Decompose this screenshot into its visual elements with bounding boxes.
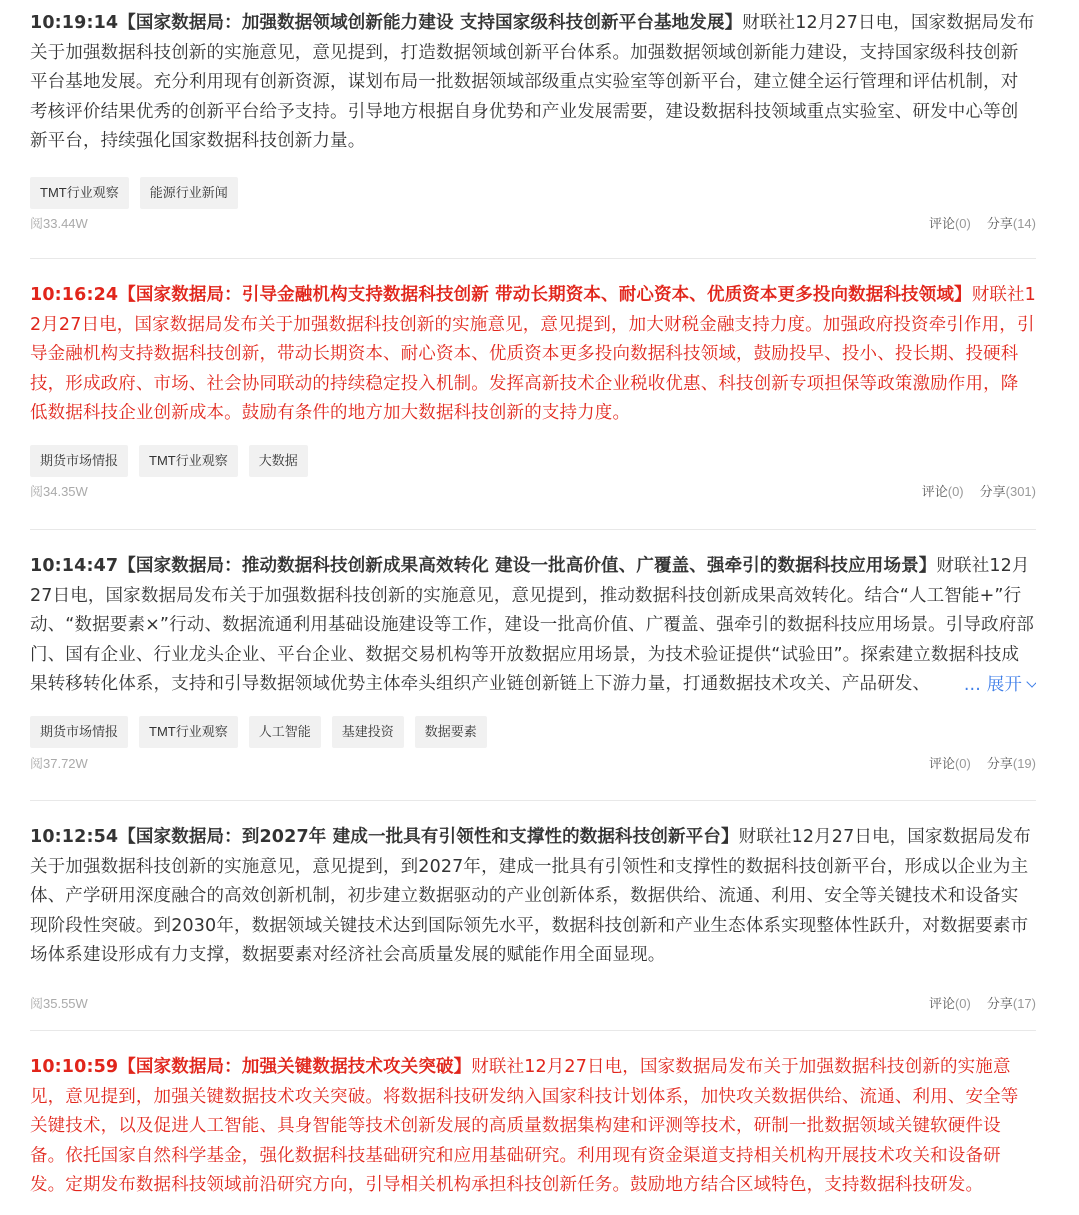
tag[interactable]: 人工智能 bbox=[249, 716, 321, 748]
news-time: 10:14:47 bbox=[30, 556, 119, 576]
read-count: 阅34.35W bbox=[30, 484, 88, 499]
share-button[interactable]: 分享(14) bbox=[986, 216, 1036, 231]
news-body bbox=[30, 281, 1036, 429]
comment-count: (0) bbox=[954, 216, 971, 231]
news-title[interactable]: 【国家数据局：加强关键数据技术攻关突破】 bbox=[118, 1057, 472, 1077]
comment-button[interactable]: 评论(0) bbox=[928, 755, 971, 771]
news-content: 财联社12月27日电，国家数据局发布关于加强数据科技创新的实施意见，意见提到，到2027年，建成一批具有引领性和支撑性的数据科技创新平台，形成以企业为主体、产学研用深度融合的高效创新机制，初步建立数据驱动的产业创新体系，数据供给、流通、利用、安全等关键技术和设备实现阶段性突破。到2030年，数据领域关键技术达到国际领先水平，数据科技创新和产业生态体系实现整体性跃升，对数据要素市场体系建设形成有力支撑，数据要素对经济社会高质量发展的赋能作用全面显现。 bbox=[30, 827, 1031, 965]
news-time: 10:19:14 bbox=[30, 13, 119, 33]
news-body bbox=[30, 823, 1036, 971]
news-meta bbox=[30, 213, 1036, 233]
news-content: 财联社12月27日电，国家数据局发布关于加强数据科技创新的实施意见，意见提到，加大财税金融支持力度。加强政府投资牵引作用，引导金融机构支持数据科技创新，带动长期资本、耐心资本、优质资本更多投向数据科技领域，鼓励投早、投小、投长期、投硬科技，形成政府、市场、社会协同联动的持续稳定投入机制。发挥高新技术企业税收优惠、科技创新专项担保等政策激励作用，降低数据科技企业创新成本。鼓励有条件的地方加大数据科技创新的支持力度。 bbox=[30, 285, 1036, 423]
news-time: 10:12:54 bbox=[30, 827, 119, 847]
news-item bbox=[30, 1031, 1036, 1201]
tag[interactable]: 基建投资 bbox=[332, 716, 404, 748]
share-count: (14) bbox=[1012, 216, 1036, 231]
news-title[interactable]: 【国家数据局：引导金融机构支持数据科技创新 带动长期资本、耐心资本、优质资本更多投向数据科技领域】 bbox=[118, 285, 972, 305]
news-meta bbox=[30, 993, 1036, 1013]
tag[interactable]: 大数据 bbox=[249, 445, 308, 477]
telegraph-feed bbox=[30, 0, 1036, 1201]
tag[interactable]: TMT行业观察 bbox=[139, 445, 238, 477]
chevron-down-icon bbox=[1026, 676, 1036, 687]
expand-button[interactable]: ... 展开 bbox=[960, 671, 1036, 701]
news-title[interactable]: 【国家数据局：推动数据科技创新成果高效转化 建设一批高价值、广覆盖、强牵引的数据科技应用场景】 bbox=[118, 556, 937, 576]
news-item bbox=[30, 0, 1036, 259]
read-count: 阅33.44W bbox=[30, 216, 88, 231]
comment-count: (0) bbox=[947, 484, 964, 499]
comment-count: (0) bbox=[954, 996, 971, 1011]
comment-button[interactable]: 评论(0) bbox=[928, 996, 971, 1011]
news-title[interactable]: 【国家数据局：到2027年 建成一批具有引领性和支撑性的数据科技创新平台】 bbox=[118, 827, 739, 847]
news-time: 10:10:59 bbox=[30, 1057, 119, 1077]
news-meta bbox=[30, 752, 1036, 772]
news-time: 10:16:24 bbox=[30, 285, 119, 305]
read-count: 阅35.55W bbox=[30, 996, 88, 1011]
tag-list bbox=[30, 716, 1036, 748]
comment-count: (0) bbox=[954, 755, 971, 771]
share-button[interactable]: 分享(301) bbox=[979, 484, 1036, 499]
news-body bbox=[30, 1053, 1036, 1201]
tag[interactable]: 期货市场情报 bbox=[30, 445, 128, 477]
news-body bbox=[30, 552, 1036, 700]
news-content: 财联社12月27日电，国家数据局发布关于加强数据科技创新的实施意见，意见提到，加强关键数据技术攻关突破。将数据科技研发纳入国家科技计划体系，加快攻关数据供给、流通、利用、安全等关键技术，以及促进人工智能、具身智能等技术创新发展的高质量数据集构建和评测等技术，研制一批数据领域关键软硬件设备。依托国家自然科学基金，强化数据科技基础研究和应用基础研究。利用现有资金渠道支持相关机构开展技术攻关和设备研发。定期发布数据科技领域前沿研究方向，引导相关机构承担科技创新任务。鼓励地方结合区域特色，支持数据科技研发。 bbox=[30, 1057, 1019, 1195]
tag-list bbox=[30, 177, 1036, 209]
news-meta bbox=[30, 481, 1036, 501]
comment-button[interactable]: 评论(0) bbox=[928, 216, 971, 231]
share-count: (301) bbox=[1005, 484, 1036, 499]
news-item bbox=[30, 530, 1036, 801]
news-title[interactable]: 【国家数据局：加强数据领域创新能力建设 支持国家级科技创新平台基地发展】 bbox=[118, 13, 743, 33]
share-count: (19) bbox=[1012, 755, 1036, 771]
share-count: (17) bbox=[1012, 996, 1036, 1011]
tag[interactable]: 数据要素 bbox=[415, 716, 487, 748]
news-body bbox=[30, 9, 1036, 157]
share-button[interactable]: 分享(17) bbox=[986, 996, 1036, 1011]
news-item bbox=[30, 801, 1036, 1031]
news-content: 财联社12月27日电，国家数据局发布关于加强数据科技创新的实施意见，意见提到，打造数据领域创新平台体系。加强数据领域创新能力建设，支持国家级科技创新平台基地发展。充分利用现有创新资源，谋划布局一批数据领域部级重点实验室等创新平台，建立健全运行管理和评估机制，对考核评价结果优秀的创新平台给予支持。引导地方根据自身优势和产业发展需要，建设数据科技领域重点实验室、研发中心等创新平台，持续强化国家数据科技创新力量。 bbox=[30, 13, 1035, 151]
tag[interactable]: TMT行业观察 bbox=[30, 177, 129, 209]
news-content: 财联社12月27日电，国家数据局发布关于加强数据科技创新的实施意见，意见提到，推动数据科技创新成果高效转化。结合“人工智能+”行动、“数据要素×”行动、数据流通利用基础设施建设等工作，建设一批高价值、广覆盖、强牵引的数据科技应用场景。引导政府部门、国有企业、行业龙头企业、平台企业、数据交易机构等开放数据应用场景，为技术验证提供“试验田”。探索建立数据科技成果转移转化体系，支持和引导数据领域优势主体牵头组织产业链创新链上下游力量，打通数据技术攻关、产品研发、 bbox=[30, 556, 1034, 694]
read-count: 阅37.72W bbox=[30, 755, 88, 771]
news-item bbox=[30, 259, 1036, 530]
tag[interactable]: TMT行业观察 bbox=[139, 716, 238, 748]
share-button[interactable]: 分享(19) bbox=[986, 755, 1036, 771]
tag-list bbox=[30, 445, 1036, 477]
tag[interactable]: 期货市场情报 bbox=[30, 716, 128, 748]
tag[interactable]: 能源行业新闻 bbox=[140, 177, 238, 209]
comment-button[interactable]: 评论(0) bbox=[921, 484, 964, 499]
